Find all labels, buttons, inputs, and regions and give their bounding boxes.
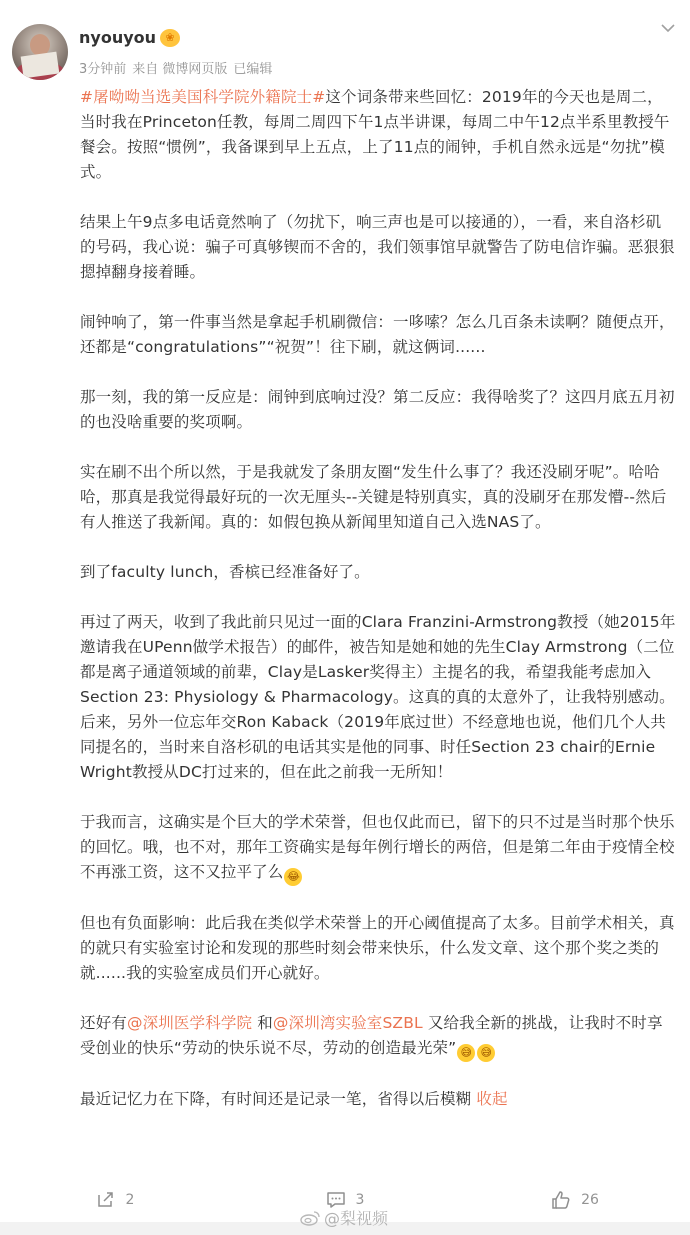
watermark xyxy=(300,1206,388,1229)
post-content xyxy=(80,85,676,1137)
author-name[interactable]: nyouyou xyxy=(79,28,157,47)
paragraph-2: 结果上午9点多电话竟然响了（勿扰下，响三声也是可以接通的），一看，来自洛杉矶的号码，我心说：骗子可真够锲而不舍的，我们领事馆早就警告了防电信诈骗。恶狠狠摁掉翻身接着睡。 xyxy=(80,213,675,281)
watermark-text: @梨视频 xyxy=(324,1209,389,1228)
author-row xyxy=(79,28,180,47)
thumbs-up-icon xyxy=(551,1190,571,1210)
paragraph-6: 到了faculty lunch，香槟已经准备好了。 xyxy=(80,563,370,581)
paragraph-10-post: 又给我全新的挑战，让我时不时享受创业的快乐“劳动的快乐说不尽，劳动的创造最光荣” xyxy=(80,1014,663,1057)
post-source: 来自 微博网页版 xyxy=(132,62,228,77)
repost-count: 2 xyxy=(125,1191,135,1208)
paragraph-10-mid: 和 xyxy=(252,1014,273,1032)
paragraph-11-text: 最近记忆力在下降，有时间还是记录一笔，省得以后模糊 xyxy=(80,1090,477,1108)
post-meta xyxy=(79,58,272,77)
paragraph-4: 那一刻，我的第一反应是：闹钟到底响过没？第二反应：我得啥奖了？这四月底五月初的也没啥重要的奖项啊。 xyxy=(80,388,675,431)
paragraph-1-text: 这个词条带来些回忆：2019年的今天也是周二，当时我在Princeton任教，每周二周四下午1点半讲课，每周二中午12点半系里教授午餐会。按照“惯例”，我备课到早上五点，上了11点的闹钟，手机自然永远是“勿扰”模式。 xyxy=(80,88,670,181)
paragraph-5: 实在刷不出个所以然，于是我就发了条朋友圈“发生什么事了？我还没刷牙呢”。哈哈哈，那真是我觉得最好玩的一次无厘头--关键是特别真实，真的没刷牙在那发懵--然后有人推送了我新闻。真的：如假包换从新闻里知道自己入选NAS了。 xyxy=(80,463,667,531)
avatar[interactable] xyxy=(12,24,68,80)
topic-tag-link[interactable]: #屠呦呦当选美国科学院外籍院士# xyxy=(80,88,326,106)
laugh-tears-emoji-icon: 😂 xyxy=(284,868,302,886)
edited-label[interactable]: 已编辑 xyxy=(233,62,273,77)
paragraph-10 xyxy=(80,1011,676,1062)
fan-badge-icon[interactable]: ❀ xyxy=(160,29,180,47)
like-count: 26 xyxy=(581,1191,599,1208)
repost-button[interactable] xyxy=(0,1190,230,1210)
sweat-smile-emoji-icon: 😅 xyxy=(477,1044,495,1062)
like-button[interactable] xyxy=(460,1190,690,1210)
paragraph-9: 但也有负面影响：此后我在类似学术荣誉上的开心阈值提高了太多。目前学术相关，真的就只有实验室讨论和发现的那些时刻会带来快乐，什么发文章、这个那个奖之类的就......我的实验室成员们开心就好。 xyxy=(80,914,675,982)
comment-count: 3 xyxy=(355,1191,365,1208)
collapse-link[interactable]: 收起 xyxy=(476,1090,508,1108)
weibo-logo-icon xyxy=(300,1210,320,1226)
paragraph-11 xyxy=(80,1087,676,1112)
paragraph-1 xyxy=(80,85,676,185)
chevron-down-icon-svg xyxy=(661,23,675,33)
paragraph-8-text: 于我而言，这确实是个巨大的学术荣誉，但也仅此而已，留下的只不过是当时那个快乐的回忆。哦，也不对，那年工资确实是每年例行增长的两倍，但是第二年由于疫情全校不再涨工资，这不又拉平了么 xyxy=(80,813,675,881)
mention-link-smart[interactable]: @深圳医学科学院 xyxy=(126,1014,253,1032)
paragraph-10-pre: 还好有 xyxy=(80,1014,127,1032)
paragraph-8 xyxy=(80,810,676,886)
post-time[interactable]: 3分钟前 xyxy=(79,62,127,77)
paragraph-7: 再过了两天，收到了我此前只见过一面的Clara Franzini-Armstrong教授（她2015年邀请我在UPenn做学术报告）的邮件，被告知是她和她的先生Clay Armstrong（二位都是离子通道领域的前辈，Clay是Lasker奖得主）主提名的我，希望我能考虑加入Section 23: Physiology & Pharmacology。这真的真的太意外了，让我特别感动。后来，另外一位忘年交Ron Kaback（2019年底过世）不经意地也说，他们几个人共同提名的，当时来自洛杉矶的电话其实是他的同事、时任Section 23 chair的Ernie Wright教授从DC打过来的，但在此之前我一无所知！ xyxy=(80,613,676,781)
repost-icon xyxy=(96,1190,116,1210)
chevron-down-icon[interactable] xyxy=(658,18,678,37)
sweat-smile-emoji-icon: 😅 xyxy=(457,1044,475,1062)
paragraph-3: 闹钟响了，第一件事当然是拿起手机刷微信：一哆嗦？怎么几百条未读啊？随便点开，还都是“congratulations”“祝贺”！往下刷，就这俩词...... xyxy=(80,313,675,356)
mention-link-szbl[interactable]: @深圳湾实验室SZBL xyxy=(272,1014,423,1032)
